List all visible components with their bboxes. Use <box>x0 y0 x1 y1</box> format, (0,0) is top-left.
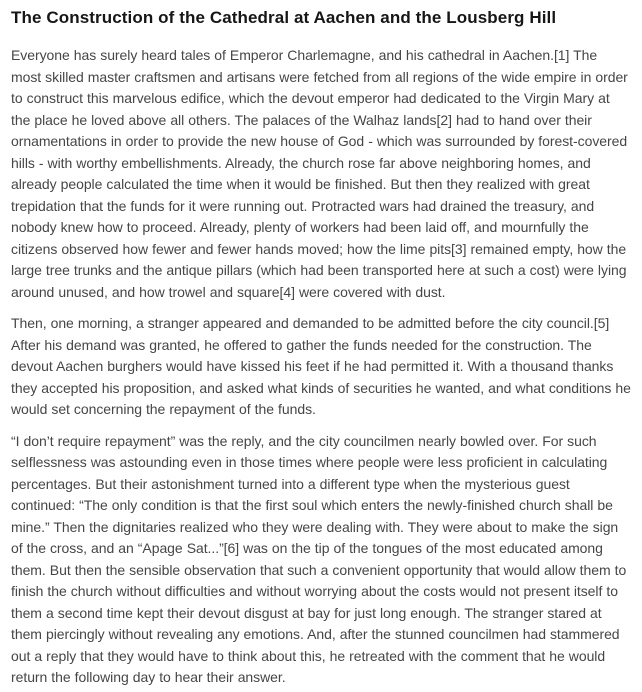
paragraph-stranger-offer: Then, one morning, a stranger appeared and demanded to be admitted before the city council.[5] After his demand was granted, he offered to gather the funds needed for the construction. The devout Aachen burghers would have kissed his feet if he had permitted it. With a thousand thanks they accepted his proposition, and asked what kinds of securities he wanted, and what conditions he would set concerning the repayment of the funds. <box>11 315 631 417</box>
paragraph-construction-funds: Everyone has surely heard tales of Emperor Charlemagne, and his cathedral in Aachen.[1] The most skilled master craftsmen and artisans were fetched from all regions of the wide empire in order to construct this marvelous edifice, which the devout emperor had dedicated to the Virgin Mary at the place he loved above all others. The palaces of the Walhaz lands[2] had to hand over their ornamentations in order to provide the new house of God - which was surrounded by forest-covered hills - with worthy embellishments. Already, the church rose far above neighboring homes, and already people calculated the time when it would be finished. But then they realized with great trepidation that the funds for it were running out. Protracted wars had drained the treasury, and nobody knew how to proceed. Already, plenty of workers had been laid off, and mournfully the citizens observed how fewer and fewer hands moved; how the lime pits[3] remained empty, how the large tree trunks and the antique pillars (which had been transported here at such a cost) were lying around unused, and how trowel and square[4] were covered with dust. <box>11 47 628 300</box>
paragraph-devils-condition: “I don’t require repayment” was the reply, and the city councilmen nearly bowled over. For such selflessness was astounding even in those times where people were less proficient in calculating percentages. But their astonishment turned into a different type when the mysterious guest continued: “The only condition is that the first soul which enters the newly-finished church shall be mine.” Then the dignitaries realized who they were dealing with. They were about to make the sign of the cross, and an “Apage Sat...”[6] was on the tip of the tongues of the most educated among them. But then the sensible observation that such a convenient opportunity that would allow them to finish the church without difficulties and without worrying about the costs would not present itself to them a second time kept their devout disgust at bay for just long enough. The stranger stared at them piercingly without revealing any emotions. And, after the stunned councilmen had stammered out a reply that they would have to think about this, he retreated with the comment that he would return the following day to hear their answer. <box>11 432 627 685</box>
page-title: The Construction of the Cathedral at Aachen and the Lousberg Hill <box>11 8 557 27</box>
